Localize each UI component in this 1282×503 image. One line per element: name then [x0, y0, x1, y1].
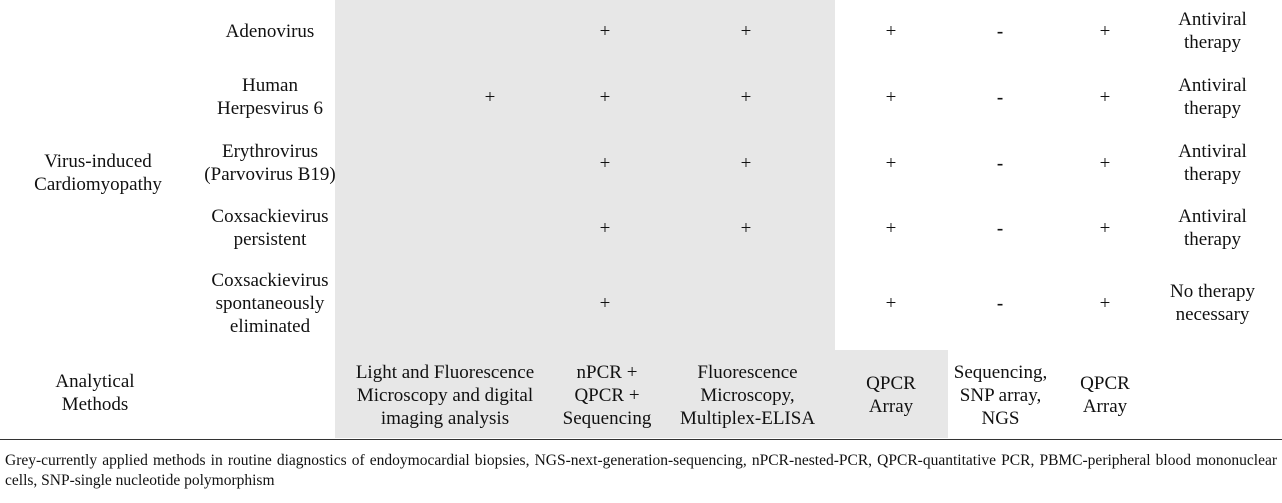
category-label: Virus-induced Cardiomyopathy [34, 151, 162, 195]
therapy-adenovirus: Antiviral therapy [1178, 9, 1247, 53]
therapy-coxsackievirus-eliminated: No therapy necessary [1170, 281, 1255, 325]
result-cell-adenovirus-2: + [740, 20, 752, 42]
result-cell-erythrovirus-5: + [1099, 152, 1111, 174]
result-cell-adenovirus-5: + [1099, 20, 1111, 42]
result-cell-coxsackievirus-persistent-4: - [996, 217, 1004, 239]
result-cell-coxsackievirus-eliminated-0 [470, 270, 510, 336]
result-cell-adenovirus-4: - [996, 20, 1004, 42]
result-cell-coxsackievirus-persistent-3: + [885, 217, 897, 239]
result-cell-erythrovirus-1: + [599, 152, 611, 174]
virus-name-coxsackievirus-persistent: Coxsackievirus persistent [211, 206, 329, 250]
virus-name-adenovirus: Adenovirus [225, 20, 315, 42]
method-qpcr-array: QPCR Array [1080, 373, 1130, 417]
result-cell-herpesvirus-6-5: + [1099, 86, 1111, 108]
result-cell-herpesvirus-6-0: + [484, 86, 496, 108]
result-cell-coxsackievirus-persistent-5: + [1099, 217, 1111, 239]
result-cell-coxsackievirus-eliminated-5: + [1099, 292, 1111, 314]
result-cell-coxsackievirus-eliminated-2 [726, 270, 766, 336]
footnote-divider [0, 439, 1282, 440]
method-sequencing: Sequencing, SNP array, NGS [953, 361, 1048, 429]
method-light-microscopy: Light and Fluorescence Microscopy and digital imaging analysis [355, 361, 535, 429]
footnote: Grey-currently applied methods in routine diagnostics of endoymocardial biopsies, NGS-next-generation-sequencing, nPCR-nested-PCR, QPCR-quantitative PCR, PBMC-peripheral blood mononuclear cells, SNP-single nucleotide polymorphism [5, 452, 1277, 489]
methods-label: Analytical Methods [55, 371, 135, 415]
result-cell-coxsackievirus-eliminated-1: + [599, 292, 611, 314]
method-npcr: nPCR + QPCR + Sequencing [562, 361, 652, 429]
result-cell-erythrovirus-0 [470, 138, 510, 188]
result-cell-herpesvirus-6-2: + [740, 86, 752, 108]
virus-name-herpesvirus-6: Human Herpesvirus 6 [216, 75, 324, 119]
virus-name-erythrovirus: Erythrovirus (Parvovirus B19) [204, 141, 336, 185]
result-cell-adenovirus-1: + [599, 20, 611, 42]
result-cell-coxsackievirus-persistent-1: + [599, 217, 611, 239]
result-cell-erythrovirus-4: - [996, 152, 1004, 174]
result-cell-erythrovirus-2: + [740, 152, 752, 174]
method-fluorescence-elisa: Fluorescence Microscopy, Multiplex-ELISA [679, 361, 816, 429]
method-qpcr-array-grey: QPCR Array [866, 373, 916, 417]
result-cell-adenovirus-3: + [885, 20, 897, 42]
result-cell-coxsackievirus-eliminated-4: - [996, 292, 1004, 314]
result-cell-herpesvirus-6-1: + [599, 86, 611, 108]
result-cell-coxsackievirus-persistent-0 [470, 203, 510, 253]
result-cell-adenovirus-0 [470, 6, 510, 56]
therapy-coxsackievirus-persistent: Antiviral therapy [1178, 206, 1247, 250]
result-cell-herpesvirus-6-4: - [996, 86, 1004, 108]
result-cell-erythrovirus-3: + [885, 152, 897, 174]
result-cell-coxsackievirus-persistent-2: + [740, 217, 752, 239]
virus-name-coxsackievirus-eliminated: Coxsackievirus spontaneously eliminated [211, 269, 329, 337]
therapy-herpesvirus-6: Antiviral therapy [1178, 75, 1247, 119]
therapy-erythrovirus: Antiviral therapy [1178, 141, 1247, 185]
result-cell-herpesvirus-6-3: + [885, 86, 897, 108]
result-cell-coxsackievirus-eliminated-3: + [885, 292, 897, 314]
